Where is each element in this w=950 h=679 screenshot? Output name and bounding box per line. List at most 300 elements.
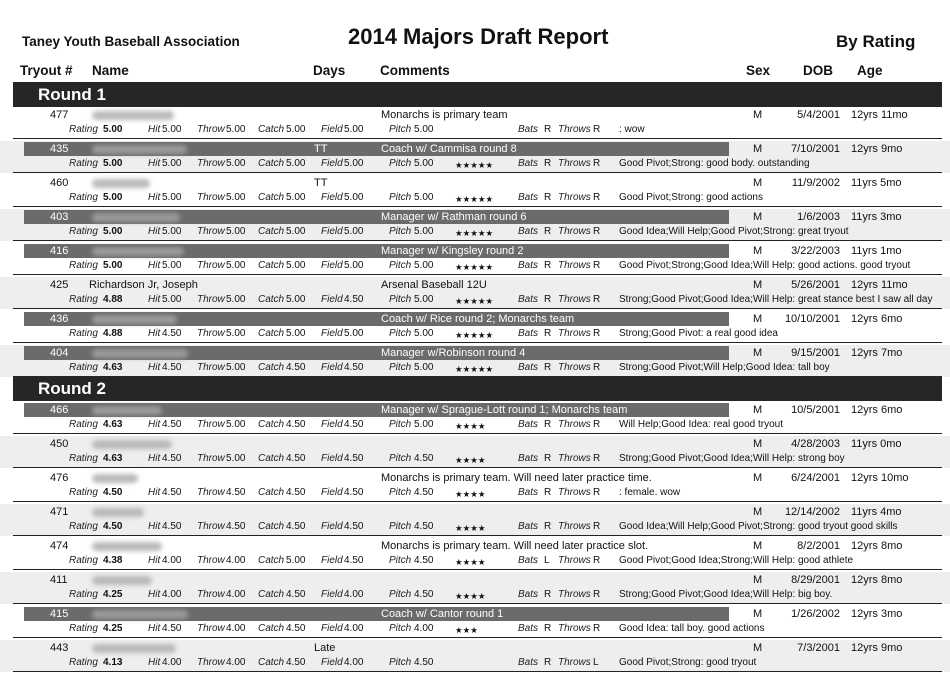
pitch-value: 5.00 [414,158,434,169]
col-comments: Comments [380,63,450,78]
star-rating: ★★★★★ [455,296,494,306]
field-label: Field [321,294,343,305]
pitch-value: 5.00 [414,192,434,203]
throws-value: R [593,226,601,237]
col-days: Days [313,63,346,78]
sex-value: M [753,211,763,223]
col-dob: DOB [803,63,833,78]
sex-value: M [753,540,763,552]
hit-value: 5.00 [162,294,182,305]
field-label: Field [321,623,343,634]
row-divider [13,671,942,672]
col-sex: Sex [746,63,771,78]
dob-value: 12/14/2002 [784,506,840,518]
rating-value: 5.00 [103,192,123,203]
star-rating: ★★★★ [455,557,486,567]
bats-label: Bats [518,419,539,430]
throw-label: Throw [197,124,225,135]
age-value: 12yrs 3mo [851,608,903,620]
sex-value: M [753,177,763,189]
hit-label: Hit [148,260,161,271]
throws-label: Throws [558,192,591,203]
sex-value: M [753,313,763,325]
throw-value: 4.00 [226,657,246,668]
hit-value: 5.00 [162,192,182,203]
age-value: 12yrs 10mo [851,472,909,484]
comment-text: Manager w/Robinson round 4 [381,347,526,359]
catch-label: Catch [258,555,285,566]
dob-value: 5/26/2001 [791,279,840,291]
hit-value: 4.50 [162,362,182,373]
bats-label: Bats [518,521,539,532]
throw-label: Throw [197,555,225,566]
round-label: Round 2 [38,379,106,398]
field-label: Field [321,124,343,135]
bats-label: Bats [518,328,539,339]
rating-value: 4.13 [103,657,123,668]
player-main-line [0,209,950,224]
age-value: 11yrs 3mo [851,211,902,223]
field-label: Field [321,192,343,203]
rating-value: 4.88 [103,328,123,339]
catch-label: Catch [258,158,285,169]
pitch-value: 5.00 [414,226,434,237]
field-label: Field [321,419,343,430]
catch-label: Catch [258,294,285,305]
throws-value: R [593,260,601,271]
row-divider [13,467,942,468]
column-headers [0,63,950,79]
age-value: 12yrs 7mo [851,347,903,359]
throw-value: 5.00 [226,294,246,305]
throw-value: 4.50 [226,521,246,532]
star-rating: ★★★★★ [455,262,494,272]
player-entry [0,311,950,343]
throws-value: R [593,294,601,305]
player-entry [0,277,950,309]
player-ratings-line [0,225,950,239]
field-label: Field [321,362,343,373]
row-divider [13,637,942,638]
redacted-name [92,508,144,517]
pitch-value: 5.00 [414,260,434,271]
hit-value: 5.00 [162,158,182,169]
field-label: Field [321,657,343,668]
bats-label: Bats [518,453,539,464]
pitch-value: 5.00 [414,294,434,305]
throws-value: R [593,453,601,464]
player-main-line [0,538,950,553]
catch-label: Catch [258,521,285,532]
tryout-number: 443 [50,642,69,654]
player-ratings-line [0,361,950,375]
throws-label: Throws [558,657,591,668]
col-name: Name [92,63,129,78]
throw-label: Throw [197,192,225,203]
redacted-name [92,145,187,154]
tryout-number: 403 [50,211,69,223]
dob-value: 4/28/2003 [791,438,840,450]
field-label: Field [321,328,343,339]
redacted-name [92,644,176,653]
hit-value: 5.00 [162,260,182,271]
throws-value: R [593,124,601,135]
player-main-line [0,470,950,485]
star-rating: ★★★★ [455,489,486,499]
scout-notes: Good Idea: tall boy. good actions [619,623,765,634]
field-label: Field [321,487,343,498]
catch-label: Catch [258,260,285,271]
catch-label: Catch [258,328,285,339]
bats-value: R [544,124,552,135]
field-value: 4.50 [344,555,364,566]
field-label: Field [321,226,343,237]
dob-value: 5/4/2001 [797,109,840,121]
col-tryout: Tryout # [20,63,73,78]
redacted-name [92,440,172,449]
throw-label: Throw [197,226,225,237]
catch-label: Catch [258,487,285,498]
tryout-number: 460 [50,177,69,189]
throws-value: R [593,521,601,532]
field-value: 5.00 [344,328,364,339]
star-rating: ★★★★ [455,591,486,601]
player-main-line [0,504,950,519]
hit-label: Hit [148,657,161,668]
player-entry [0,141,950,173]
dob-value: 6/24/2001 [791,472,840,484]
catch-value: 4.50 [286,623,306,634]
hit-value: 4.50 [162,328,182,339]
redacted-name [92,111,174,120]
sex-value: M [753,279,763,291]
pitch-label: Pitch [389,192,412,203]
rating-value: 5.00 [103,124,123,135]
comment-text: Coach w/ Rice round 2; Monarchs team [381,313,575,325]
tryout-number: 435 [50,143,69,155]
age-value: 11yrs 5mo [851,177,902,189]
rating-value: 4.63 [103,362,123,373]
pitch-value: 4.50 [414,487,434,498]
player-ratings-line [0,588,950,602]
player-entry [0,538,950,570]
pitch-label: Pitch [389,158,412,169]
dob-value: 8/29/2001 [791,574,840,586]
player-entry [0,504,950,536]
tryout-number: 436 [50,313,69,325]
throws-label: Throws [558,555,591,566]
player-entry [0,107,950,139]
comment-text: Arsenal Baseball 12U [381,279,487,291]
pitch-value: 4.50 [414,589,434,600]
throw-label: Throw [197,453,225,464]
player-entry [0,436,950,468]
field-label: Field [321,260,343,271]
age-value: 12yrs 8mo [851,574,903,586]
player-ratings-line [0,554,950,568]
field-value: 4.50 [344,294,364,305]
field-label: Field [321,589,343,600]
player-main-line [0,243,950,258]
pitch-label: Pitch [389,555,412,566]
scout-notes: Good Pivot;Strong: good tryout [619,657,757,668]
rating-label: Rating [69,453,98,464]
round-header [13,82,942,107]
hit-value: 4.50 [162,521,182,532]
pitch-value: 4.50 [414,657,434,668]
tryout-number: 474 [50,540,69,552]
age-value: 12yrs 11mo [851,109,908,121]
throw-label: Throw [197,362,225,373]
pitch-label: Pitch [389,260,412,271]
days-value: TT [314,143,328,155]
bats-value: R [544,623,552,634]
scout-notes: Will Help;Good Idea: real good tryout [619,419,783,430]
catch-value: 4.50 [286,453,306,464]
catch-value: 4.50 [286,362,306,373]
hit-value: 4.00 [162,657,182,668]
catch-value: 5.00 [286,158,306,169]
row-divider [13,501,942,502]
throws-value: R [593,158,601,169]
dob-value: 7/3/2001 [797,642,840,654]
age-value: 12yrs 6mo [851,404,903,416]
rating-label: Rating [69,158,98,169]
rating-value: 4.38 [103,555,123,566]
star-rating: ★★★★★ [455,160,494,170]
star-rating: ★★★ [455,625,478,635]
age-value: 12yrs 9mo [851,642,903,654]
player-main-line [0,175,950,190]
bats-value: R [544,226,552,237]
throw-value: 5.00 [226,124,246,135]
hit-label: Hit [148,487,161,498]
scout-notes: : wow [619,124,645,135]
catch-label: Catch [258,623,285,634]
field-value: 4.50 [344,419,364,430]
days-value: Late [314,642,336,654]
field-value: 4.00 [344,657,364,668]
throws-value: R [593,362,601,373]
throw-value: 4.00 [226,623,246,634]
comment-text: Manager w/ Sprague-Lott round 1; Monarchs team [381,404,628,416]
hit-value: 4.50 [162,453,182,464]
hit-label: Hit [148,124,161,135]
player-ratings-line [0,259,950,273]
catch-label: Catch [258,192,285,203]
throws-label: Throws [558,294,591,305]
throw-value: 4.00 [226,555,246,566]
throw-value: 5.00 [226,192,246,203]
dob-value: 8/2/2001 [797,540,840,552]
player-main-line [0,572,950,587]
hit-label: Hit [148,158,161,169]
player-ratings-line [0,191,950,205]
throw-label: Throw [197,521,225,532]
field-value: 5.00 [344,124,364,135]
rating-label: Rating [69,623,98,634]
throw-value: 5.00 [226,260,246,271]
catch-value: 5.00 [286,294,306,305]
tryout-number: 411 [50,574,68,586]
hit-label: Hit [148,623,161,634]
tryout-number: 466 [50,404,69,416]
catch-value: 5.00 [286,192,306,203]
report-title: 2014 Majors Draft Report [348,24,609,49]
bats-label: Bats [518,294,539,305]
tryout-number: 425 [50,279,69,291]
catch-label: Catch [258,362,285,373]
comment-text: Monarchs is primary team. Will need later practice time. [381,472,652,484]
player-entry [0,606,950,638]
pitch-label: Pitch [389,328,412,339]
rating-value: 5.00 [103,226,123,237]
rating-value: 4.63 [103,419,123,430]
throws-value: R [593,192,601,203]
pitch-value: 4.50 [414,521,434,532]
throws-label: Throws [558,589,591,600]
age-value: 11yrs 4mo [851,506,902,518]
comment-text: Coach w/ Cantor round 1 [381,608,504,620]
redacted-name [92,213,180,222]
bats-value: R [544,419,552,430]
pitch-label: Pitch [389,521,412,532]
sex-value: M [753,438,763,450]
rating-label: Rating [69,192,98,203]
throw-label: Throw [197,294,225,305]
star-rating: ★★★★★ [455,228,494,238]
sex-value: M [753,472,763,484]
scout-notes: Good Pivot;Strong;Good Idea;Will Help: good actions. good tryout [619,260,911,271]
hit-label: Hit [148,521,161,532]
throw-label: Throw [197,589,225,600]
throw-value: 5.00 [226,226,246,237]
sex-value: M [753,642,763,654]
field-value: 4.50 [344,521,364,532]
sex-value: M [753,245,763,257]
comment-text: Manager w/ Rathman round 6 [381,211,527,223]
throw-label: Throw [197,623,225,634]
dob-value: 10/5/2001 [791,404,840,416]
pitch-label: Pitch [389,294,412,305]
field-value: 4.50 [344,487,364,498]
throw-value: 5.00 [226,419,246,430]
age-value: 12yrs 6mo [851,313,903,325]
bats-value: R [544,657,552,668]
pitch-value: 5.00 [414,362,434,373]
bats-value: L [544,555,550,566]
rating-value: 5.00 [103,260,123,271]
hit-label: Hit [148,192,161,203]
field-value: 4.50 [344,453,364,464]
row-divider [13,603,942,604]
bats-label: Bats [518,362,539,373]
field-label: Field [321,555,343,566]
bats-label: Bats [518,226,539,237]
rating-label: Rating [69,124,98,135]
throws-label: Throws [558,623,591,634]
hit-label: Hit [148,419,161,430]
player-ratings-line [0,293,950,307]
throws-label: Throws [558,487,591,498]
pitch-label: Pitch [389,657,412,668]
field-value: 4.50 [344,362,364,373]
row-divider [13,433,942,434]
throw-label: Throw [197,487,225,498]
redacted-name [92,542,162,551]
catch-value: 5.00 [286,260,306,271]
player-entry [0,345,950,377]
rating-label: Rating [69,521,98,532]
comment-text: Coach w/ Cammisa round 8 [381,143,517,155]
player-entry [0,175,950,207]
dob-value: 11/9/2002 [791,177,840,189]
pitch-label: Pitch [389,124,412,135]
pitch-value: 4.50 [414,453,434,464]
player-entry [0,640,950,672]
throws-value: L [593,657,599,668]
sort-label: By Rating [836,32,916,51]
sex-value: M [753,143,763,155]
throws-label: Throws [558,453,591,464]
player-ratings-line [0,622,950,636]
catch-value: 4.50 [286,487,306,498]
hit-label: Hit [148,328,161,339]
redacted-name [92,610,188,619]
rating-label: Rating [69,328,98,339]
catch-value: 4.50 [286,521,306,532]
field-label: Field [321,521,343,532]
bats-value: R [544,328,552,339]
field-value: 5.00 [344,192,364,203]
rating-label: Rating [69,657,98,668]
catch-label: Catch [258,657,285,668]
age-value: 12yrs 11mo [851,279,908,291]
pitch-value: 5.00 [414,124,434,135]
throws-value: R [593,589,601,600]
pitch-label: Pitch [389,226,412,237]
comment-text: Monarchs is primary team [381,109,508,121]
throw-label: Throw [197,260,225,271]
throw-label: Throw [197,328,225,339]
comment-text: Manager w/ Kingsley round 2 [381,245,524,257]
player-main-line [0,141,950,156]
dob-value: 7/10/2001 [791,143,840,155]
hit-value: 4.50 [162,623,182,634]
sex-value: M [753,347,763,359]
bats-value: R [544,362,552,373]
player-ratings-line [0,520,950,534]
field-label: Field [321,453,343,464]
star-rating: ★★★★ [455,523,486,533]
throws-label: Throws [558,362,591,373]
star-rating: ★★★★★ [455,194,494,204]
age-value: 12yrs 9mo [851,143,903,155]
star-rating: ★★★★ [455,455,486,465]
throw-value: 5.00 [226,362,246,373]
rating-value: 5.00 [103,158,123,169]
pitch-label: Pitch [389,623,412,634]
player-main-line [0,277,950,292]
player-entry [0,572,950,604]
player-main-line [0,311,950,326]
catch-value: 5.00 [286,226,306,237]
rating-label: Rating [69,589,98,600]
scout-notes: Strong;Good Pivot;Good Idea;Will Help: big boy. [619,589,833,600]
field-value: 4.00 [344,589,364,600]
pitch-label: Pitch [389,589,412,600]
star-rating: ★★★★★ [455,330,494,340]
